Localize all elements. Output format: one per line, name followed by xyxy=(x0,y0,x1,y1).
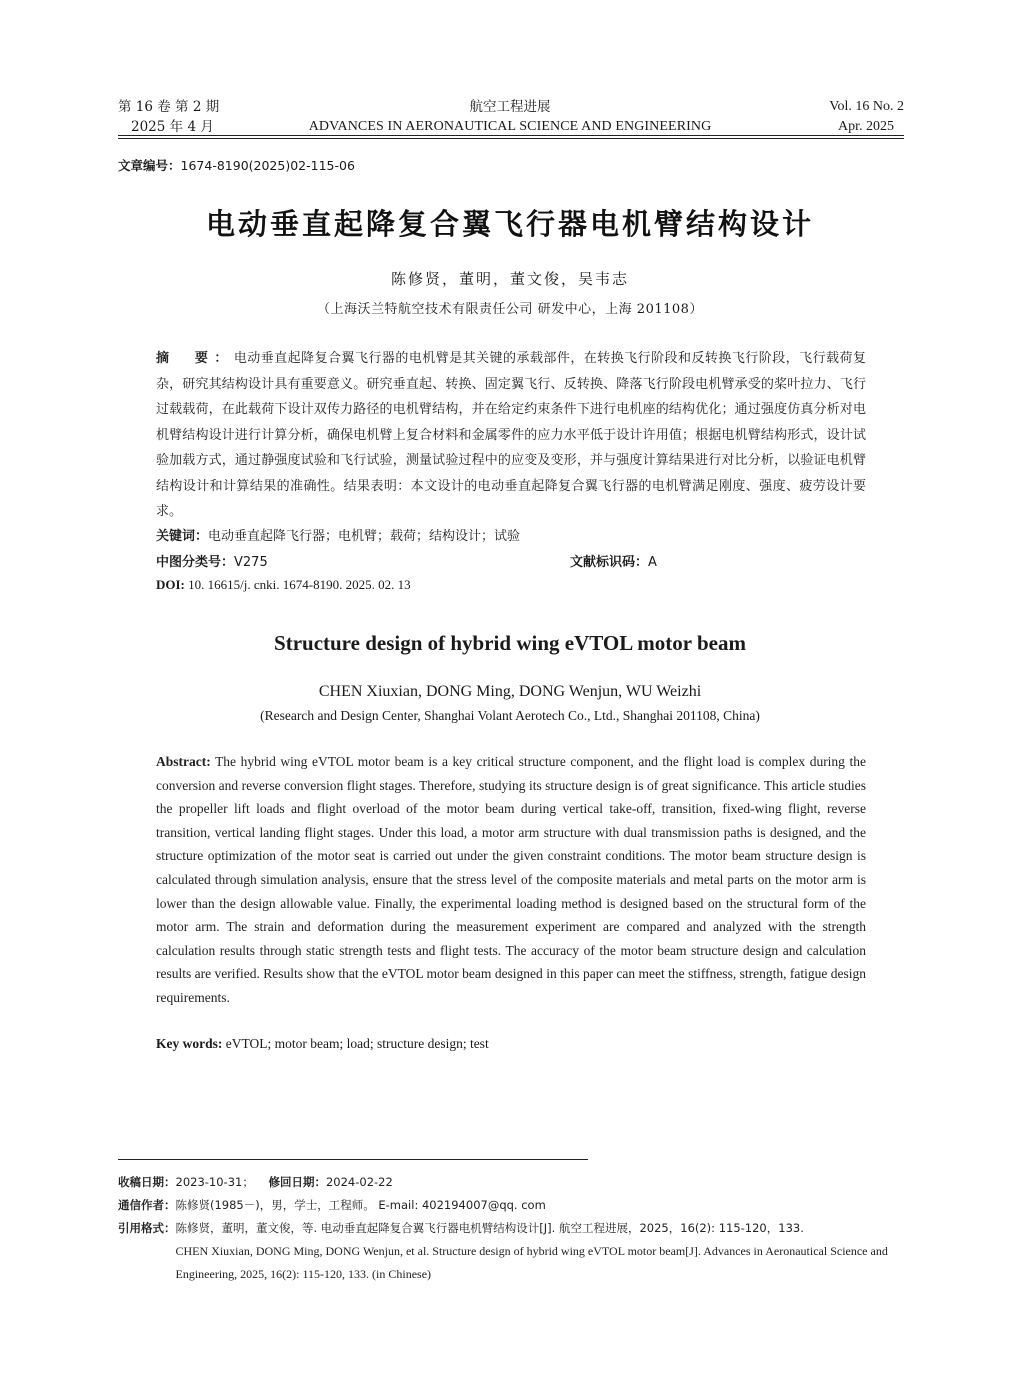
journal-name-en: ADVANCES IN AERONAUTICAL SCIENCE AND ENGINEERING xyxy=(308,119,712,134)
keywords-en xyxy=(156,1036,489,1052)
header-rule-top xyxy=(118,135,904,136)
title-cn: 电动垂直起降复合翼飞行器电机臂结构设计 xyxy=(205,207,814,241)
issue-date-cn: 2025 年 4 月 xyxy=(131,119,214,135)
keywords-cn-text: 电动垂直起降飞行器；电机臂；载荷；结构设计；试验 xyxy=(208,529,521,544)
document-code xyxy=(570,551,657,570)
abstract-en-label: Abstract: xyxy=(156,754,211,769)
corresponding-author: 陈修贤(1985－)，男，学士，工程师。 E-mail: 402194007@qq. com xyxy=(175,1198,546,1212)
authors-en: CHEN Xiuxian, DONG Ming, DONG Wenjun, WU Weizhi xyxy=(318,683,702,700)
citation-en: CHEN Xiuxian, DONG Ming, DONG Wenjun, et al. Structure design of hybrid wing eVTOL motor beam[J]. Advances in Aeronautical Science and Engineering, 2025, 16(2): 115-120, 133. (in Chinese) xyxy=(175,1244,888,1281)
received-label: 收稿日期： xyxy=(118,1175,176,1189)
journal-volume-info-en xyxy=(829,97,904,137)
abstract-cn-label: 摘 要： xyxy=(156,351,234,366)
keywords-en-text: eVTOL; motor beam; load; structure design; test xyxy=(225,1036,489,1051)
volume-issue: 第 16 卷 第 2 期 xyxy=(118,99,220,115)
clc-number xyxy=(156,551,268,570)
header-rule-bottom xyxy=(118,138,904,139)
footnote-dates xyxy=(118,1171,908,1194)
article-number-value: 1674-8190(2025)02-115-06 xyxy=(180,158,355,173)
revised-date: 2024-02-22 xyxy=(325,1175,393,1189)
citation-label: 引用格式： xyxy=(118,1221,176,1235)
clc-label: 中图分类号： xyxy=(156,555,235,570)
citation-cn: 陈修贤，董明，董文俊，等. 电动垂直起降复合翼飞行器电机臂结构设计[J]. 航空工程进展，2025，16(2): 115-120，133. xyxy=(175,1221,804,1235)
doi-value: 10. 16615/j. cnki. 1674-8190. 2025. 02. 13 xyxy=(188,577,411,592)
abstract-en xyxy=(156,750,866,1010)
article-number xyxy=(118,156,355,174)
journal-name-cn: 航空工程进展 xyxy=(469,99,551,115)
abstract-cn-text: 电动垂直起降复合翼飞行器的电机臂是其关键的承载部件，在转换飞行阶段和反转换飞行阶段，飞行载荷复杂，研究其结构设计具有重要意义。研究垂直起、转换、固定翼飞行、反转换、降落飞行阶段电机臂承受的桨叶拉力、飞行过载载荷，在此载荷下设计双传力路径的电机臂结构，并在给定约束条件下进行电机座的结构优化；通过强度仿真分析对电机臂结构设计进行计算分析，确保电机臂上复合材料和金属零件的应力水平低于设计许用值；根据电机臂结构形式，设计试验加载方式，通过静强度试验和飞行试验，测量试验过程中的应变及变形，并与强度计算结果进行对比分析，以验证电机臂结构设计和计算结果的准确性。结果表明：本文设计的电动垂直起降复合翼飞行器的电机臂满足刚度、强度、疲劳设计要求。 xyxy=(156,351,866,519)
keywords-cn xyxy=(156,525,520,544)
received-date: 2023-10-31； xyxy=(175,1175,254,1189)
corresponding-label: 通信作者： xyxy=(118,1198,176,1212)
footnote-citation xyxy=(118,1217,908,1286)
clc-value: V275 xyxy=(234,555,268,570)
affiliation-cn: （上海沃兰特航空技术有限责任公司 研发中心，上海 201108） xyxy=(317,302,703,317)
affiliation-en: (Research and Design Center, Shanghai Volant Aerotech Co., Ltd., Shanghai 201108, China) xyxy=(260,708,760,723)
keywords-en-label: Key words: xyxy=(156,1036,223,1051)
document-code-label: 文献标识码： xyxy=(570,555,649,570)
issue-date-en: Apr. 2025 xyxy=(838,119,894,134)
authors-cn: 陈修贤，董明，董文俊，吴韦志 xyxy=(390,270,629,288)
doi xyxy=(156,577,411,593)
volume-issue-en: Vol. 16 No. 2 xyxy=(829,99,904,114)
abstract-en-text: The hybrid wing eVTOL motor beam is a key critical structure component, and the flight load is complex during the conversion and reverse conversion flight stages. Therefore, studying its structure design is of great significance. This article studies the propeller lift loads and flight overload of the motor beam during vertical take-off, transition, fixed-wing flight, reverse transition, vertical landing flight stages. Under this load, a motor arm structure with dual transmission paths is designed, and the structure optimization of the motor seat is carried out under the given constraint conditions. The motor beam structure design is calculated through simulation analysis, ensure that the stress level of the composite materials and metal parts on the motor arm is lower than the design allowable value. Finally, the experimental loading method is designed based on the structural form of the motor arm. The strain and deformation during the measurement experiment are compared and analyzed with the strength calculation results through static strength tests and flight tests. The accuracy of the motor beam structure design and calculation results are verified. Results show that the eVTOL motor beam designed in this paper can meet the stiffness, strength, fatigue design requirements. xyxy=(156,754,866,1005)
footnote-rule xyxy=(118,1159,588,1160)
abstract-cn xyxy=(156,346,866,525)
doi-label: DOI: xyxy=(156,577,185,592)
title-en: Structure design of hybrid wing eVTOL motor beam xyxy=(274,631,746,655)
footnote-corresponding xyxy=(118,1194,908,1217)
citation-body xyxy=(176,1217,909,1286)
revised-label: 修回日期： xyxy=(268,1175,326,1189)
article-number-label: 文章编号： xyxy=(118,158,181,173)
keywords-cn-label: 关键词： xyxy=(156,529,209,544)
document-code-value: A xyxy=(648,555,657,570)
